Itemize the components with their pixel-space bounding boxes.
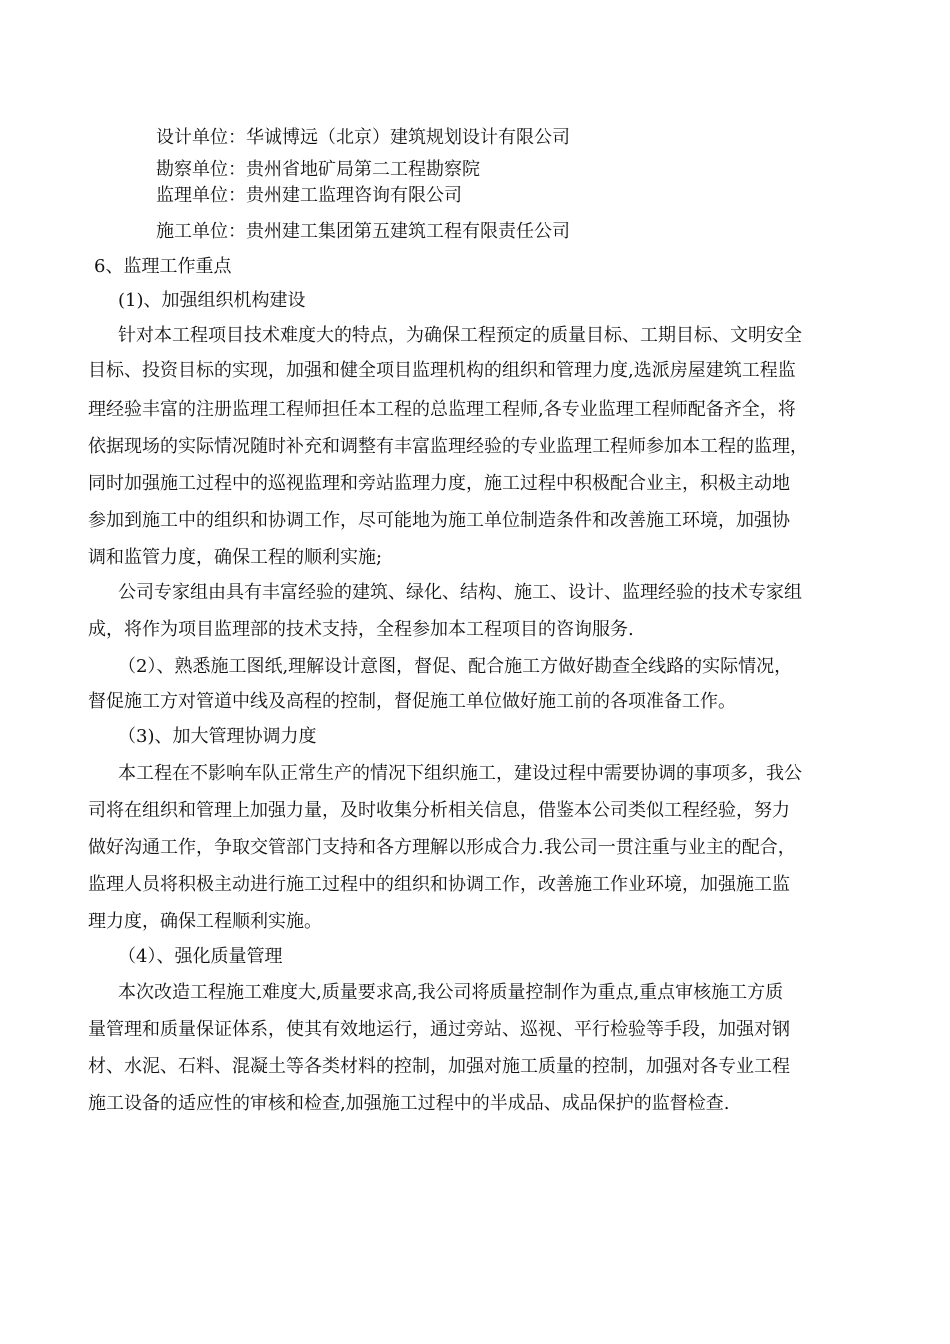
paragraph-line: 理力度，确保工程顺利实施。 [88,911,322,932]
paragraph-line: 成，将作为项目监理部的技术支持，全程参加本工程项目的咨询服务. [88,619,634,640]
supervision-unit-line: 监理单位：贵州建工监理咨询有限公司 [156,185,462,206]
paragraph-line: 监理人员将积极主动进行施工过程中的组织和协调工作，改善施工作业环境，加强施工监 [88,874,790,895]
paragraph-line: 督促施工方对管道中线及高程的控制，督促施工单位做好施工前的各项准备工作。 [88,691,736,712]
paragraph-line: 理经验丰富的注册监理工程师担任本工程的总监理工程师,各专业监理工程师配备齐全，将 [88,399,796,420]
construction-unit-line: 施工单位：贵州建工集团第五建筑工程有限责任公司 [156,221,570,242]
paragraph-line: 目标、投资目标的实现，加强和健全项目监理机构的组织和管理力度,选派房屋建筑工程监 [88,360,796,381]
paragraph-line: 调和监管力度，确保工程的顺利实施; [88,547,383,568]
item-title: （3)、加大管理协调力度 [118,726,317,747]
survey-unit-line: 勘察单位：贵州省地矿局第二工程勘察院 [156,159,480,180]
paragraph-line: 本次改造工程施工难度大,质量要求高,我公司将质量控制作为重点,重点审核施工方质 [118,982,784,1003]
paragraph-line: 针对本工程项目技术难度大的特点，为确保工程预定的质量目标、工期目标、文明安全 [118,325,802,346]
paragraph-line: 公司专家组由具有丰富经验的建筑、绿化、结构、施工、设计、监理经验的技术专家组 [118,582,802,603]
paragraph-line: 本工程在不影响车队正常生产的情况下组织施工，建设过程中需要协调的事项多，我公 [118,763,802,784]
paragraph-line: 施工设备的适应性的审核和检查,加强施工过程中的半成品、成品保护的监督检查. [88,1093,730,1114]
item-title: （2）、熟悉施工图纸,理解设计意图，督促、配合施工方做好勘查全线路的实际情况， [118,656,793,677]
item-title: (1)、加强组织机构建设 [118,290,306,311]
paragraph-line: 做好沟通工作，争取交管部门支持和各方理解以形成合力.我公司一贯注重与业主的配合， [88,837,796,858]
section-heading: 6、监理工作重点 [94,256,232,277]
design-unit-line: 设计单位：华诚博远（北京）建筑规划设计有限公司 [156,127,570,148]
paragraph-line: 司将在组织和管理上加强力量，及时收集分析相关信息，借鉴本公司类似工程经验，努力 [88,800,790,821]
paragraph-line: 同时加强施工过程中的巡视监理和旁站监理力度，施工过程中积极配合业主，积极主动地 [88,473,790,494]
paragraph-line: 量管理和质量保证体系，使其有效地运行，通过旁站、巡视、平行检验等手段，加强对钢 [88,1019,790,1040]
paragraph-line: 材、水泥、石料、混凝土等各类材料的控制，加强对施工质量的控制，加强对各专业工程 [88,1056,790,1077]
paragraph-line: 依据现场的实际情况随时补充和调整有丰富监理经验的专业监理工程师参加本工程的监理， [88,436,808,457]
paragraph-line: 参加到施工中的组织和协调工作，尽可能地为施工单位制造条件和改善施工环境，加强协 [88,510,790,531]
item-title: （4）、强化质量管理 [118,946,283,967]
